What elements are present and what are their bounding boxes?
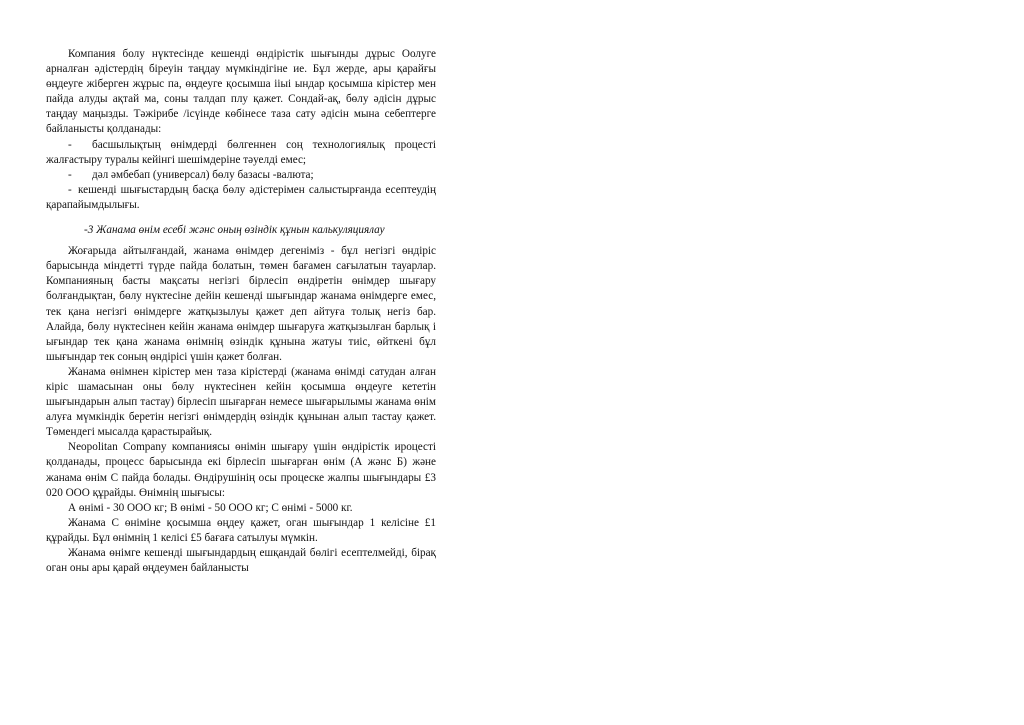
list-item	[46, 168, 436, 183]
paragraph: А өнімі - 30 ООО кг; В өнімі - 50 ООО кг; С өнімі - 5000 кг.	[68, 501, 353, 514]
paragraph: Neopolitan Company компаниясы өнімін шығару үшін өндірістік ироцесті қолданады, процесс барысында екі бірлесіп шығарған өнім (А жәнс Б) және жанама өнім С пайда болады. Өндірушінің осы процеске жалпы шығындары £3 020 ООО құрайды. Өнімнің шығысы:	[46, 441, 436, 499]
text-column	[46, 47, 436, 576]
list-item-text: басшылықтың өнімдерді бөлгеннен соң технологиялық процесті жалғастыру туралы кейінгі шешімдеріне тәуелді емес;	[46, 138, 436, 166]
paragraph: Жанама өнімге кешенді шығындардың ешқандай бөлігі есептелмейді, бірақ оган оны ары қарай өңдеумен байланысты	[46, 547, 436, 575]
list-dash: -	[68, 183, 72, 196]
section-heading: -3 Жанама өнім есебі жәнс оның өзіндік құнын калькуляциялау	[84, 224, 385, 237]
list-item	[46, 183, 436, 213]
paragraph: Жанама өнімнен кірістер мен таза кірістерді (жанама өнімді сатудан алған кіріс шамасынан оны бөлу нүктесінен кейін қосымша өңдеуге кететін шығындарын алып тастау) бірлесіп шығарған немесе шығарылымы жанама өнім алуға мүмкіндік беретін негізгі өнімдердің өзіндік құнынан алып тастау қажет. Төмендегі мысалда қарастырайық.	[46, 365, 436, 439]
list-item-text: дәл әмбебап (универсал) бөлу базасы -валюта;	[92, 168, 314, 181]
paragraph-intro: Компания болу нүктесінде кешенді өндірістік шығынды дұрыс Оолуге арналған әдістердің біреуін таңдау мүмкіндігіне ие. Бұл жерде, ары қарайғы өңдеуге жіберген жұрыс па, өңдеуге қосымша ііыі ындар қосымша кірістер мен пайда алуды ақтай ма, соны талдап плу қажет. Сондай-ақ, бөлу әдісін дұрыс таңдау маңызды. Тәжірибе /ісүінде көбінесе таза сату әдісін мына себептерге байланысты қолданады:	[46, 48, 436, 136]
list-dash: -	[68, 138, 72, 151]
paragraph: Жанама С өніміне қосымша өңдеу қажет, оган шығындар 1 келісіне £1 құрайды. Бұл өнімнің 1 келісі £5 бағаға сатылуы мүмкін.	[46, 516, 436, 544]
list-item-text: кешенді шығыстардың басқа бөлу әдістерімен салыстырғанда есептеудің қарапайымдылығы.	[46, 183, 436, 211]
list-dash: -	[68, 168, 72, 181]
list-item	[46, 138, 436, 168]
paragraph: Жоғарыда айтылғандай, жанама өнімдер дегеніміз - бұл негізгі өндіріс барысында міндетті түрде пайда болатын, төмен бағамен сағылатын тауарлар. Компанияның басты мақсаты негізгі бірлесіп өндіретін өнімдер шығару болғандықтан, бөлу нүктесіне дейін кешенді шығындар жанама өнімдерге емес, тек қана негізгі өнімдерге жатқызылуы қажет деп айтуға толық негіз бар. Алайда, бөлу нүктесінен кейін жанама өнімдер шығаруға жатқызылған барлық і ығындар тек қана жанама өнімнің өзіндік құнына жатуы тиіс, өйткені бұл шығындар тек соның өндірісі үшін қажет болған.	[46, 245, 436, 363]
